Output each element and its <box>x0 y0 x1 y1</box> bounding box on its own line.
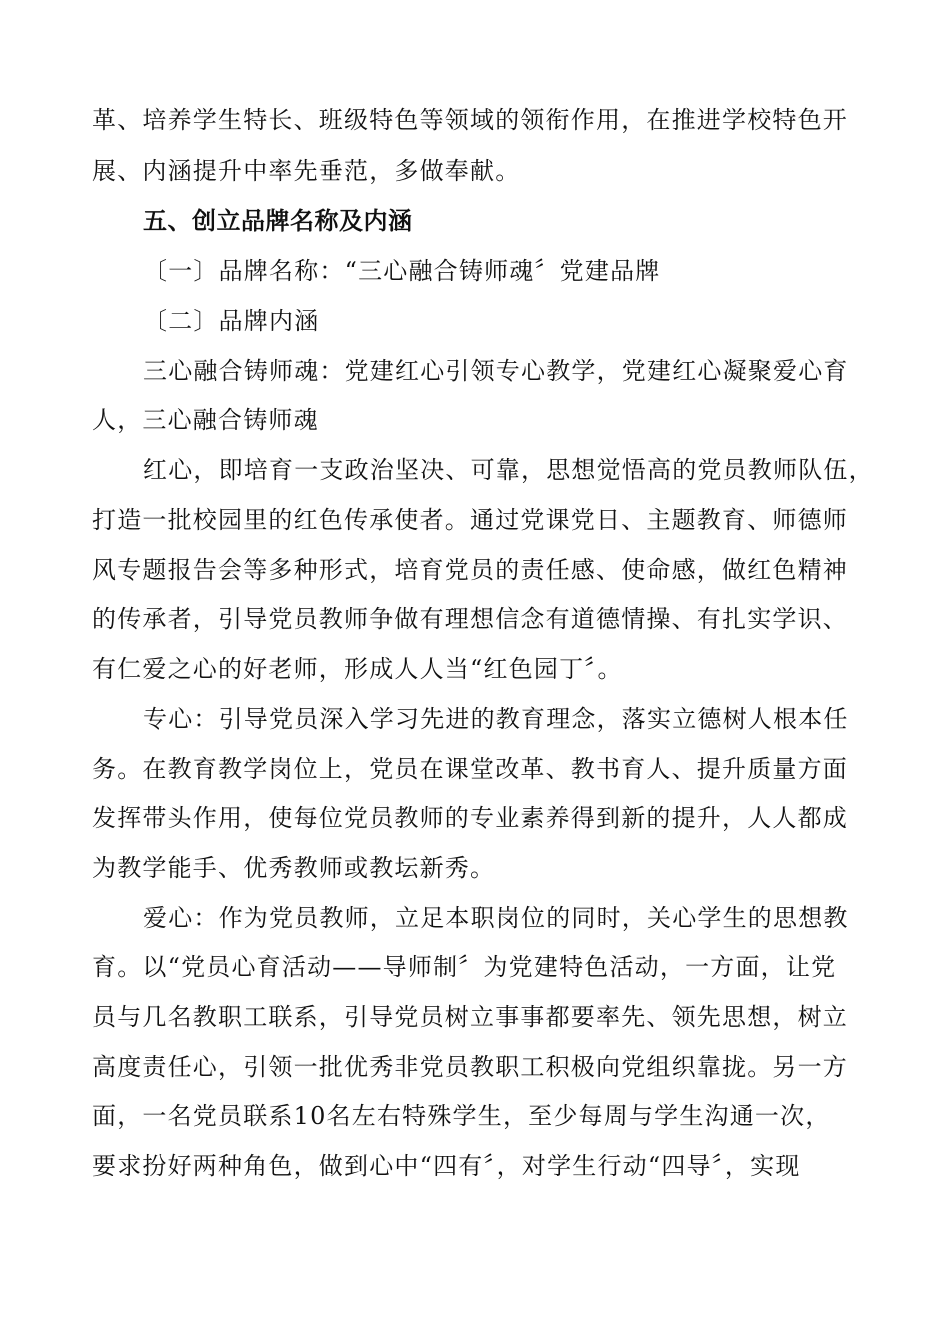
subheading-brand-name: 〔一〕品牌名称：“三心融合铸师魂〞党建品牌 <box>143 257 661 285</box>
paragraph-line: 革、培养学生特长、班级特色等领域的领衔作用，在推进学校特色开 <box>92 106 848 134</box>
subheading-brand-meaning: 〔二〕品牌内涵 <box>143 307 320 335</box>
paragraph-line: 发挥带头作用，使每位党员教师的专业素养得到新的提升，人人都成 <box>92 804 848 832</box>
paragraph-line: 要求扮好两种角色，做到心中“四有〞，对学生行动“四导〞，实现 <box>92 1152 801 1180</box>
paragraph-line: 员与几名教职工联系，引导党员树立事事都要率先、领先思想，树立 <box>92 1003 848 1031</box>
paragraph-line: 三心融合铸师魂：党建红心引领专心教学，党建红心凝聚爱心育 <box>143 357 849 385</box>
paragraph-line: 务。在教育教学岗位上，党员在课堂改革、教书育人、提升质量方面 <box>92 755 848 783</box>
paragraph-line: 面，一名党员联系10名左右特殊学生，至少每周与学生沟通一次， <box>92 1102 831 1130</box>
paragraph-line: 的传承者，引导党员教师争做有理想信念有道德情操、有扎实学识、 <box>92 605 848 633</box>
paragraph-line: 人，三心融合铸师魂 <box>92 406 319 434</box>
paragraph-line: 爱心：作为党员教师，立足本职岗位的同时，关心学生的思想教 <box>143 904 849 932</box>
paragraph-line: 展、内涵提升中率先垂范，多做奉献。 <box>92 157 521 185</box>
paragraph-line: 为教学能手、优秀教师或教坛新秀。 <box>92 854 496 882</box>
paragraph-line: 高度责任心，引领一批优秀非党员教职工积极向党组织靠拢。另一方 <box>92 1053 848 1081</box>
paragraph-line: 风专题报告会等多种形式，培育党员的责任感、使命感，做红色精神 <box>92 556 848 584</box>
section-heading: 五、创立品牌名称及内涵 <box>143 207 413 235</box>
paragraph-line: 红心，即培育一支政治坚决、可靠，思想觉悟高的党员教师队伍， <box>143 456 874 484</box>
paragraph-line: 专心：引导党员深入学习先进的教育理念，落实立德树人根本任 <box>143 705 849 733</box>
paragraph-line: 有仁爱之心的好老师，形成人人当“红色园丁〞。 <box>92 655 623 683</box>
paragraph-line: 打造一批校园里的红色传承使者。通过党课党日、主题教育、师德师 <box>92 506 848 534</box>
paragraph-line: 育。以“党员心育活动——导师制〞为党建特色活动，一方面，让党 <box>92 953 837 981</box>
